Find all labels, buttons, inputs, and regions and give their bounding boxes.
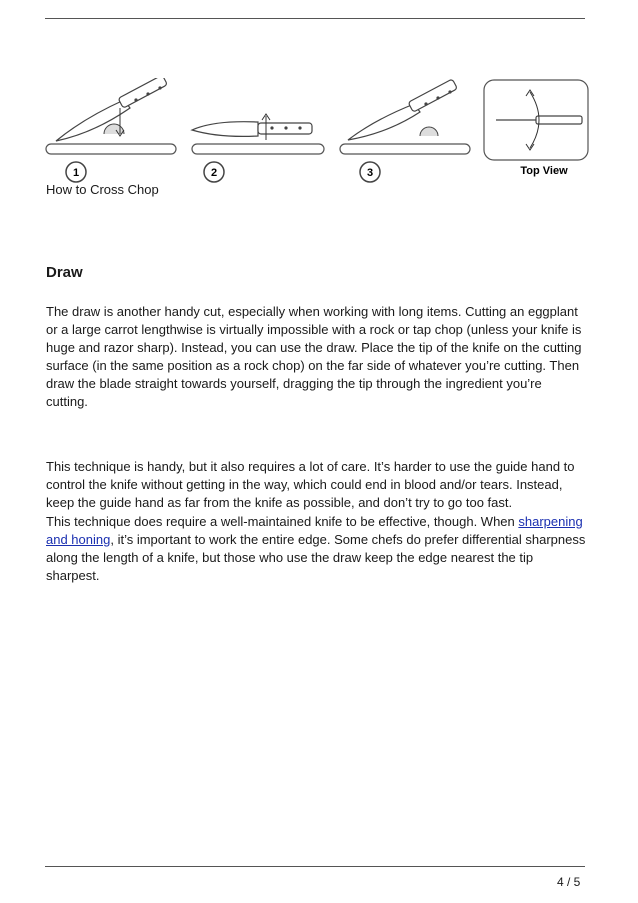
figure-caption: How to Cross Chop <box>46 182 159 197</box>
paragraph-draw-intro: The draw is another handy cut, especially when working with long items. Cutting an eggplant or a large carrot lengthwise is virtually impossible with a rock or tap chop (unless your knife is huge and razor sharp). Instead, you can use the draw. Place the tip of the knife on the cutting surface (in the same position as a rock chop) on the far side of whatever you’re cutting. Then draw the blade straight towards yourself, dragging the tip through the ingredient you’re cutting. <box>46 304 582 409</box>
paragraph-maintenance-end: , it’s important to work the entire edge. Some chefs do prefer differential sharpness along the length of a knife, but those who use the draw keep the edge nearest the tip sharpest. <box>46 532 586 583</box>
footer-rule <box>45 866 585 867</box>
cross-chop-illustration <box>44 78 592 188</box>
step-1-knife-illustration <box>46 78 176 182</box>
step-3-knife-illustration <box>340 79 470 182</box>
step-1-number: 1 <box>72 167 80 179</box>
paragraph-maintenance-start: This technique does require a well-maintained knife to be effective, though. When <box>46 514 519 529</box>
step-3-number: 3 <box>366 167 374 179</box>
top-view-label: Top View <box>520 165 568 177</box>
header-rule <box>45 18 585 19</box>
step-2-number: 2 <box>210 167 218 179</box>
step-2-knife-illustration <box>192 114 324 182</box>
page-number: 4 / 5 <box>557 875 581 889</box>
section-heading: Draw <box>46 264 83 281</box>
paragraph-maintenance <box>46 513 586 585</box>
top-view-illustration <box>484 80 588 177</box>
paragraph-care: This technique is handy, but it also requires a lot of care. It’s harder to use the guide hand to control the knife without getting in the way, which could end in blood and/or tears. Instead, keep the guide hand as far from the knife as possible, and don’t try to go too fast. <box>46 459 575 510</box>
sharpening-honing-link[interactable]: sharpening and honing <box>46 514 583 547</box>
